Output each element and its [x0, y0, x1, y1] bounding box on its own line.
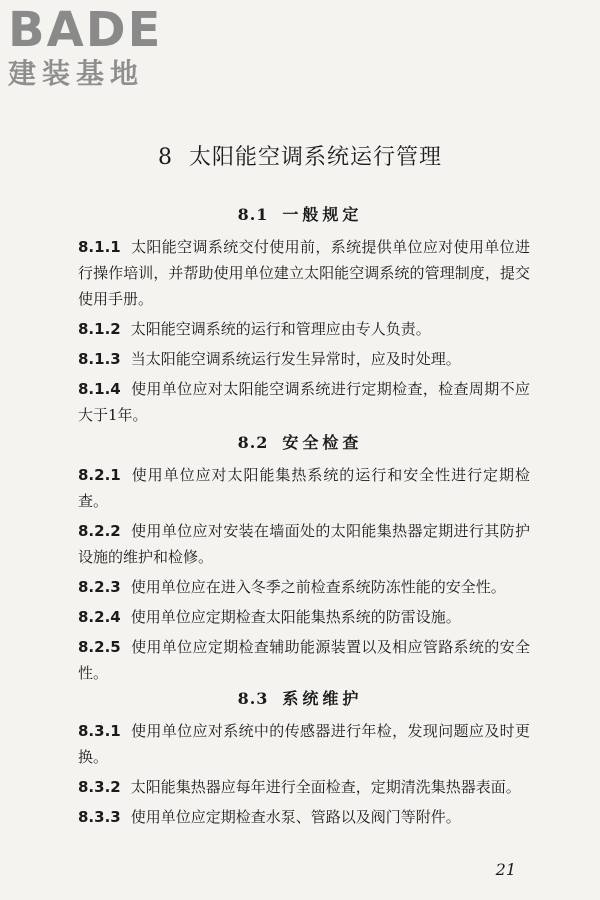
logo — [8, 4, 188, 96]
clause-number: 8.1.1 — [78, 238, 121, 256]
section-body-8-3 — [78, 718, 530, 834]
clause-text: 使用单位应对安装在墙面处的太阳能集热器定期进行其防护设施的维护和检修。 — [78, 522, 530, 566]
clause — [78, 774, 530, 800]
logo-title: BADE — [8, 2, 163, 58]
clause-number: 8.3.3 — [78, 808, 121, 826]
section-title: 一般规定 — [282, 205, 363, 224]
clause-text: 使用单位应定期检查水泵、管路以及阀门等附件。 — [130, 808, 461, 826]
clause-number: 8.2.3 — [78, 578, 121, 596]
section-number: 8.3 — [237, 689, 269, 708]
clause — [78, 346, 530, 372]
section-title: 系统维护 — [282, 689, 363, 708]
clause — [78, 718, 530, 770]
section-body-8-1 — [78, 234, 530, 432]
section-heading-8-1 — [0, 202, 600, 225]
clause-text: 使用单位应定期检查辅助能源装置以及相应管路系统的安全性。 — [78, 638, 530, 682]
section-number: 8.1 — [237, 205, 269, 224]
clause — [78, 376, 530, 428]
logo-subtitle: 建装基地 — [8, 57, 145, 90]
clause-number: 8.1.3 — [78, 350, 121, 368]
clause-number: 8.1.4 — [78, 380, 121, 398]
section-heading-8-3 — [0, 686, 600, 709]
clause-text: 使用单位应在进入冬季之前检查系统防冻性能的安全性。 — [130, 578, 506, 596]
section-heading-8-2 — [0, 430, 600, 453]
chapter-title-text: 太阳能空调系统运行管理 — [188, 145, 442, 170]
clause-text: 使用单位应对太阳能空调系统进行定期检查，检查周期不应大于1年。 — [78, 380, 530, 424]
clause — [78, 316, 530, 342]
page-number: 21 — [495, 860, 516, 879]
clause-number: 8.2.1 — [78, 466, 121, 484]
clause-number: 8.3.1 — [78, 722, 121, 740]
chapter-title — [0, 140, 600, 171]
clause-number: 8.2.4 — [78, 608, 121, 626]
clause-text: 使用单位应定期检查太阳能集热系统的防雷设施。 — [130, 608, 461, 626]
clause-text: 太阳能空调系统交付使用前，系统提供单位应对使用单位进行操作培训，并帮助使用单位建立太阳能空调系统的管理制度，提交使用手册。 — [78, 238, 530, 308]
chapter-number: 8 — [157, 145, 173, 170]
clause-text: 太阳能集热器应每年进行全面检查，定期清洗集热器表面。 — [130, 778, 521, 796]
clause-number: 8.2.2 — [78, 522, 121, 540]
clause — [78, 634, 530, 686]
clause-text: 当太阳能空调系统运行发生异常时，应及时处理。 — [130, 350, 461, 368]
section-number: 8.2 — [237, 433, 269, 452]
clause — [78, 518, 530, 570]
section-body-8-2 — [78, 462, 530, 690]
clause — [78, 234, 530, 312]
clause-text: 使用单位应对太阳能集热系统的运行和安全性进行定期检查。 — [78, 466, 530, 510]
clause-text: 使用单位应对系统中的传感器进行年检，发现问题应及时更换。 — [78, 722, 530, 766]
clause-text: 太阳能空调系统的运行和管理应由专人负责。 — [130, 320, 431, 338]
clause — [78, 604, 530, 630]
section-title: 安全检查 — [282, 433, 363, 452]
clause-number: 8.1.2 — [78, 320, 121, 338]
clause — [78, 804, 530, 830]
clause — [78, 574, 530, 600]
clause — [78, 462, 530, 514]
clause-number: 8.3.2 — [78, 778, 121, 796]
clause-number: 8.2.5 — [78, 638, 121, 656]
